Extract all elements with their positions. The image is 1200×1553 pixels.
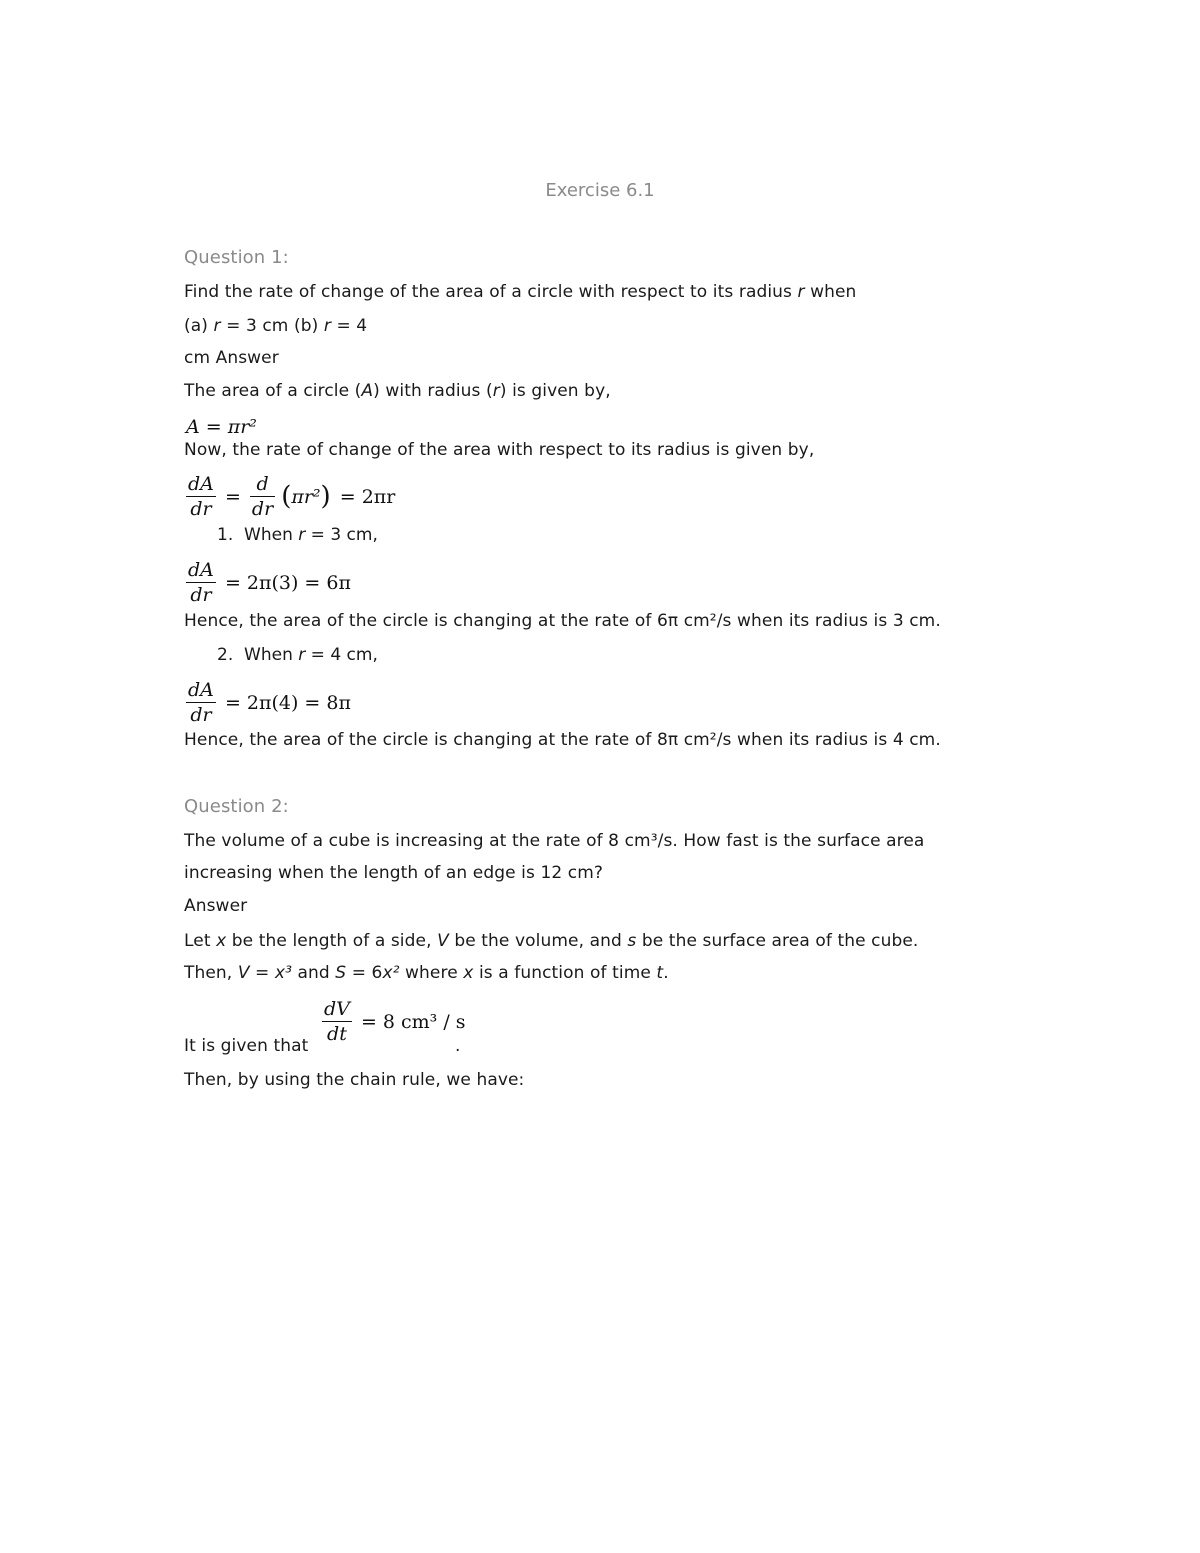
q2-chain-rule-intro: Then, by using the chain rule, we have: xyxy=(184,1070,525,1090)
fraction: $\frac{dV}{dt}$ xyxy=(324,998,350,1045)
q1-derivative-formula: $\frac{dA}{dr}$ = $\frac{d}{dr}$ (πr²) = 2πr xyxy=(188,473,396,520)
q1-case-2: 2. When r = 4 cm, xyxy=(217,645,378,665)
q2-statement-line2: increasing when the length of an edge is 12 cm? xyxy=(184,863,604,883)
q2-answer-label: Answer xyxy=(184,896,248,916)
q1-case-2-formula: $\frac{dA}{dr}$ = 2π(4) = 8π xyxy=(188,679,351,726)
fraction: $\frac{dA}{dr}$ xyxy=(188,473,214,520)
fraction: $\frac{d}{dr}$ xyxy=(251,473,274,520)
q2-given-label: It is given that xyxy=(184,1036,309,1056)
q2-statement-line1: The volume of a cube is increasing at the rate of 8 cm³/s. How fast is the surface area xyxy=(184,831,925,851)
q2-given-formula: $\frac{dV}{dt}$ = 8 cm³ / s xyxy=(324,998,466,1045)
q1-case-1: 1. When r = 3 cm, xyxy=(217,525,378,545)
q2-given-period: . xyxy=(455,1036,461,1056)
q1-area-formula: A = πr² xyxy=(186,416,257,438)
q2-definitions: Let x be the length of a side, V be the volume, and s be the surface area of the cube. xyxy=(184,931,919,951)
question-1-heading: Question 1: xyxy=(184,247,289,268)
q1-answer-label: cm Answer xyxy=(184,348,279,368)
page-title: Exercise 6.1 xyxy=(545,180,655,201)
q1-statement-line1: Find the rate of change of the area of a circle with respect to its radius r when xyxy=(184,282,857,302)
q1-case-1-formula: $\frac{dA}{dr}$ = 2π(3) = 6π xyxy=(188,559,351,606)
fraction: $\frac{dA}{dr}$ xyxy=(188,679,214,726)
q1-case-2-conclusion: Hence, the area of the circle is changing at the rate of 8π cm²/s when its radius is 4 cm. xyxy=(184,730,941,750)
q1-statement-line2: (a) r = 3 cm (b) r = 4 xyxy=(184,316,368,336)
q1-case-1-conclusion: Hence, the area of the circle is changing at the rate of 6π cm²/s when its radius is 3 cm. xyxy=(184,611,941,631)
q1-rate-intro: Now, the rate of change of the area with respect to its radius is given by, xyxy=(184,440,815,460)
q2-relations: Then, V = x³ and S = 6x² where x is a function of time t. xyxy=(184,963,669,983)
question-2-heading: Question 2: xyxy=(184,796,289,817)
q1-area-intro: The area of a circle (A) with radius (r) is given by, xyxy=(184,381,611,401)
fraction: $\frac{dA}{dr}$ xyxy=(188,559,214,606)
